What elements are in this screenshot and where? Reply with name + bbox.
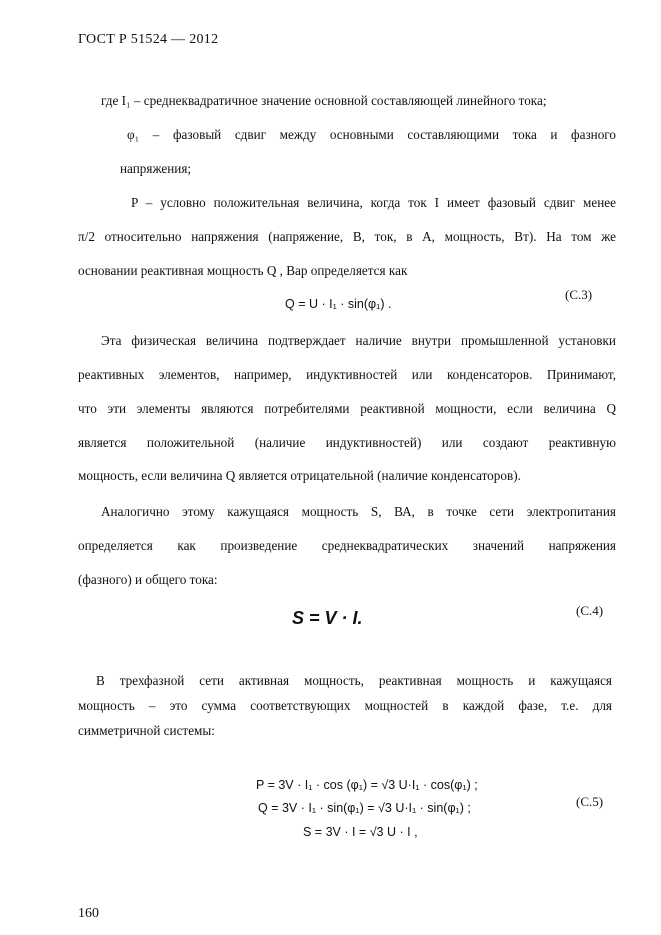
paragraph-3-line-2: мощность – это сумма соответствующих мощностей в каждой фазе, т.е. для (78, 698, 612, 713)
definition-phi1: φ₁ – фазовый сдвиг между основными составляющими тока и фазного (127, 127, 616, 142)
paragraph-1-line-2: реактивных элементов, например, индуктивностей или конденсаторов. Принимают, (78, 367, 616, 382)
reactive-power-intro: основании реактивная мощность Q , Вар определяется как (78, 263, 408, 278)
equation-c5-line-3: S = 3V · I = √3 U · I , (303, 825, 418, 839)
definition-p: P – условно положительная величина, когда ток I имеет фазовый сдвиг менее (131, 195, 616, 210)
equation-c5-line-1: P = 3V · I₁ · cos (φ₁) = √3 U·I₁ · cos(φ₁) ; (256, 778, 478, 792)
paragraph-1-line-4: является положительной (наличие индуктивностей) или создают реактивную (78, 435, 616, 450)
equation-c3: Q = U · I₁ · sin(φ₁) . (285, 297, 392, 311)
paragraph-1-line-3: что эти элементы являются потребителями реактивной мощности, если величина Q (78, 401, 616, 416)
page-number: 160 (78, 906, 99, 921)
equation-c4: S = V · I. (292, 608, 363, 628)
equation-c5-line-2: Q = 3V · I₁ · sin(φ₁) = √3 U·I₁ · sin(φ₁) ; (258, 801, 471, 815)
paragraph-3-line-1: В трехфазной сети активная мощность, реактивная мощность и кажущаяся (96, 673, 612, 688)
paragraph-1-line-1: Эта физическая величина подтверждает наличие внутри промышленной установки (101, 333, 616, 348)
equation-c3-number: (С.3) (565, 287, 593, 302)
paragraph-2-line-2: определяется как произведение среднеквадратических значений напряжения (78, 538, 616, 553)
equation-c4-number: (С.4) (576, 603, 604, 618)
paragraph-1-line-5: мощность, если величина Q является отрицательной (наличие конденсаторов). (78, 468, 521, 483)
definition-phi1-cont: напряжения; (120, 161, 192, 176)
equation-c5-number: (С.5) (576, 794, 604, 809)
paragraph-3-line-3: симметричной системы: (78, 723, 215, 738)
document-header: ГОСТ Р 51524 — 2012 (78, 32, 219, 47)
definition-i1: где I₁ – среднеквадратичное значение основной составляющей линейного тока; (101, 93, 547, 108)
paragraph-2-line-1: Аналогично этому кажущаяся мощность S, ВА, в точке сети электропитания (101, 504, 616, 519)
paragraph-2-line-3: (фазного) и общего тока: (78, 572, 218, 587)
definition-p-cont: π/2 относительно напряжения (напряжение, В, ток, в А, мощность, Вт). На том же (78, 229, 616, 244)
